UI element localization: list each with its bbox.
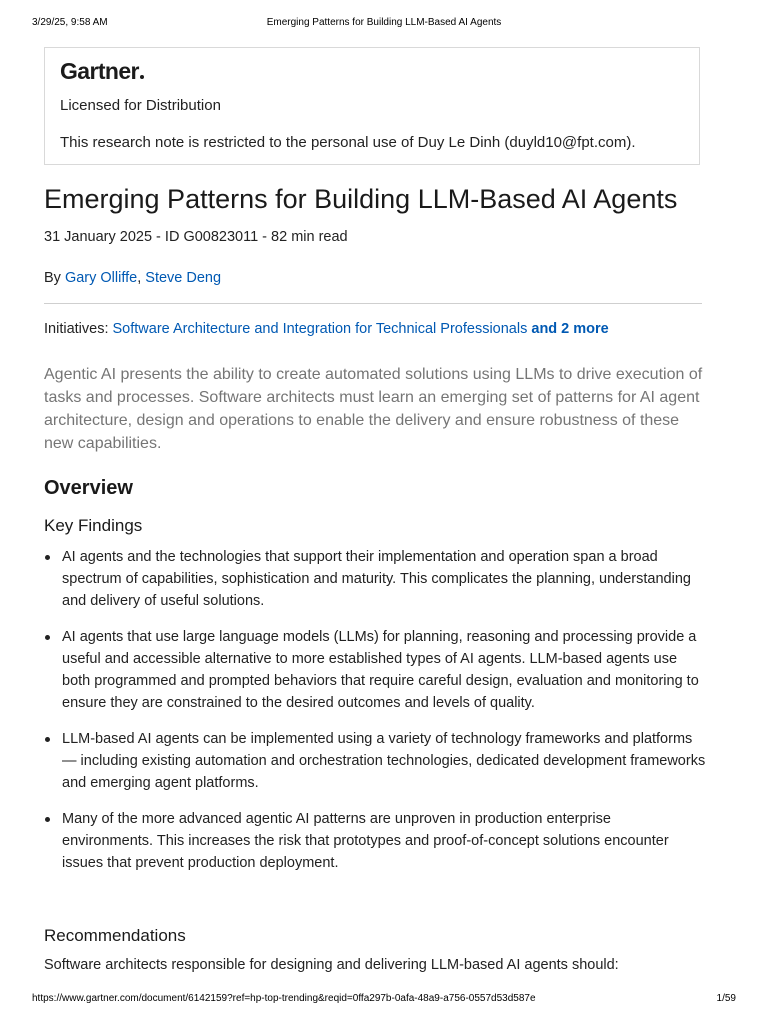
license-note: This research note is restricted to the personal use of Duy Le Dinh (duyld10@fpt.com). [60, 134, 636, 151]
finding-text: AI agents that use large language models (LLMs) for planning, reasoning and processing provide a useful and accessible alternative to more established types of AI agents. LLM-based agents use both programmed and prompted behaviors that require careful design, evaluation and monitoring to ensure they are constrained to the desired outcomes and levels of quality. [62, 629, 699, 711]
finding-text: LLM-based AI agents can be implemented using a variety of technology frameworks and platforms — including existing automation and orchestration technologies, dedicated development frameworks and emerging agent platforms. [62, 731, 706, 791]
overview-heading: Overview [44, 477, 133, 499]
initiatives [44, 321, 609, 337]
author-link-1[interactable]: Gary Olliffe [64, 270, 138, 286]
license-banner [44, 47, 700, 165]
author-separator: , [137, 270, 146, 286]
finding-text: AI agents and the technologies that support their implementation and operation span a broad spectrum of capabilities, sophistication and maturity. This complicates the planning, understanding and delivery of useful solutions. [62, 549, 691, 609]
list-item [44, 546, 706, 612]
print-footer [32, 993, 736, 1007]
document-summary: Agentic AI presents the ability to create automated solutions using LLMs to drive execution of tasks and processes. Software architects must learn an emerging set of patterns for AI agent architecture, design and operations to enable the delivery and ensure robustness of these new capabilities. [44, 366, 703, 452]
list-item [44, 808, 706, 874]
print-url: https://www.gartner.com/document/6142159?ref=hp-top-trending&reqid=0ffa297b-0afa-48a9-a756-0557d53d587e [32, 993, 536, 1004]
by-label: By [44, 270, 61, 286]
initiatives-more-link[interactable]: and 2 more [531, 321, 609, 337]
bullet-icon [45, 817, 50, 822]
bullet-icon [45, 635, 50, 640]
initiatives-label: Initiatives: [44, 321, 109, 337]
recommendations-heading: Recommendations [44, 926, 186, 945]
bullet-icon [45, 555, 50, 560]
bullet-icon [45, 737, 50, 742]
print-page-title: Emerging Patterns for Building LLM-Based AI Agents [266, 17, 502, 28]
list-item [44, 728, 706, 794]
recommendations-intro: Software architects responsible for designing and delivering LLM-based AI agents should: [44, 957, 619, 973]
list-item [44, 626, 706, 714]
divider [44, 303, 702, 304]
author-link-2[interactable]: Steve Deng [145, 270, 222, 286]
key-findings-list [44, 546, 706, 888]
initiative-link[interactable]: Software Architecture and Integration for Technical Professionals [112, 321, 528, 337]
finding-text: Many of the more advanced agentic AI patterns are unproven in production enterprise environments. This increases the risk that prototypes and proof-of-concept solutions encounter issues that prevent production deployment. [62, 811, 669, 871]
document-title: Emerging Patterns for Building LLM-Based AI Agents [44, 184, 678, 214]
page-number: 1/59 [716, 993, 736, 1004]
byline [44, 270, 221, 286]
document-meta: 31 January 2025 - ID G00823011 - 82 min read [44, 229, 348, 245]
license-title: Licensed for Distribution [60, 97, 221, 114]
key-findings-heading: Key Findings [44, 516, 143, 535]
gartner-logo: Gartner [60, 58, 144, 85]
print-datetime: 3/29/25, 9:58 AM [32, 17, 108, 28]
print-header [32, 17, 736, 31]
